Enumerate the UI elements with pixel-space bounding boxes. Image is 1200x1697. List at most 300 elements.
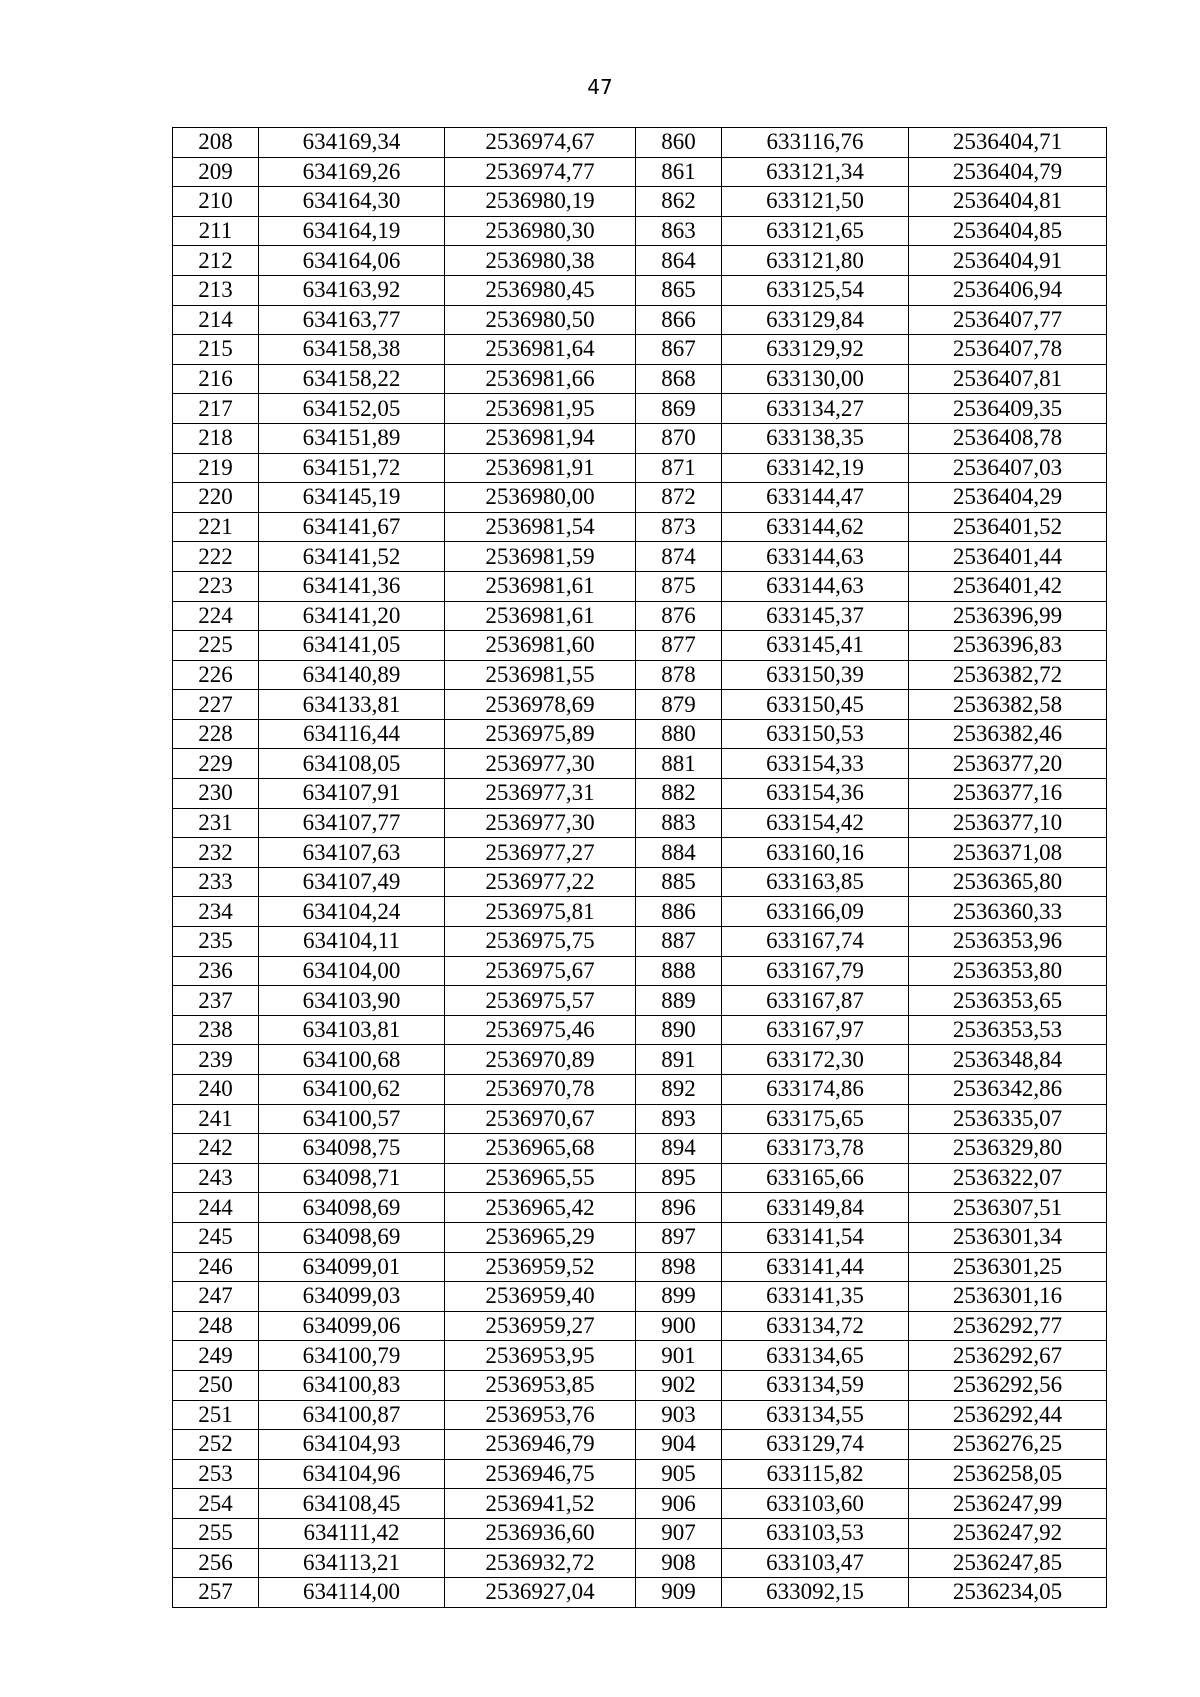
y-coordinate-right-cell: 2536348,84 xyxy=(909,1045,1107,1075)
point-number-left-cell: 248 xyxy=(173,1311,259,1341)
table-row xyxy=(173,1548,1107,1578)
point-number-left-cell: 233 xyxy=(173,867,259,897)
x-coordinate-left-cell: 634151,89 xyxy=(259,423,445,453)
table-row xyxy=(173,1518,1107,1548)
x-coordinate-left-cell: 634108,45 xyxy=(259,1489,445,1519)
point-number-right-cell: 876 xyxy=(636,601,722,631)
table-row xyxy=(173,1222,1107,1252)
table-row xyxy=(173,956,1107,986)
table-row xyxy=(173,246,1107,276)
y-coordinate-right-cell: 2536409,35 xyxy=(909,394,1107,424)
point-number-right-cell: 898 xyxy=(636,1252,722,1282)
point-number-right-cell: 875 xyxy=(636,571,722,601)
point-number-right-cell: 905 xyxy=(636,1459,722,1489)
y-coordinate-left-cell: 2536981,91 xyxy=(445,453,636,483)
point-number-left-cell: 217 xyxy=(173,394,259,424)
x-coordinate-right-cell: 633160,16 xyxy=(722,838,909,868)
y-coordinate-right-cell: 2536322,07 xyxy=(909,1163,1107,1193)
x-coordinate-left-cell: 634099,01 xyxy=(259,1252,445,1282)
point-number-left-cell: 226 xyxy=(173,660,259,690)
table-row xyxy=(173,1489,1107,1519)
x-coordinate-left-cell: 634152,05 xyxy=(259,394,445,424)
y-coordinate-right-cell: 2536360,33 xyxy=(909,897,1107,927)
point-number-left-cell: 215 xyxy=(173,335,259,365)
y-coordinate-left-cell: 2536953,85 xyxy=(445,1370,636,1400)
x-coordinate-right-cell: 633134,55 xyxy=(722,1400,909,1430)
x-coordinate-right-cell: 633129,84 xyxy=(722,305,909,335)
y-coordinate-right-cell: 2536377,20 xyxy=(909,749,1107,779)
x-coordinate-left-cell: 634113,21 xyxy=(259,1548,445,1578)
table-row xyxy=(173,571,1107,601)
point-number-right-cell: 897 xyxy=(636,1222,722,1252)
point-number-right-cell: 881 xyxy=(636,749,722,779)
y-coordinate-right-cell: 2536377,16 xyxy=(909,779,1107,809)
point-number-right-cell: 890 xyxy=(636,1015,722,1045)
table-row xyxy=(173,275,1107,305)
x-coordinate-left-cell: 634098,71 xyxy=(259,1163,445,1193)
x-coordinate-left-cell: 634164,19 xyxy=(259,216,445,246)
coordinates-table xyxy=(172,127,1107,1608)
y-coordinate-left-cell: 2536980,19 xyxy=(445,187,636,217)
point-number-left-cell: 253 xyxy=(173,1459,259,1489)
point-number-left-cell: 247 xyxy=(173,1282,259,1312)
table-row xyxy=(173,1252,1107,1282)
y-coordinate-right-cell: 2536234,05 xyxy=(909,1578,1107,1608)
x-coordinate-left-cell: 634158,22 xyxy=(259,364,445,394)
point-number-right-cell: 870 xyxy=(636,423,722,453)
y-coordinate-left-cell: 2536977,22 xyxy=(445,867,636,897)
y-coordinate-left-cell: 2536981,95 xyxy=(445,394,636,424)
point-number-left-cell: 242 xyxy=(173,1134,259,1164)
y-coordinate-right-cell: 2536342,86 xyxy=(909,1075,1107,1105)
y-coordinate-left-cell: 2536936,60 xyxy=(445,1518,636,1548)
point-number-right-cell: 902 xyxy=(636,1370,722,1400)
x-coordinate-left-cell: 634141,52 xyxy=(259,542,445,572)
y-coordinate-right-cell: 2536292,44 xyxy=(909,1400,1107,1430)
x-coordinate-right-cell: 633134,65 xyxy=(722,1341,909,1371)
x-coordinate-right-cell: 633129,92 xyxy=(722,335,909,365)
x-coordinate-right-cell: 633165,66 xyxy=(722,1163,909,1193)
point-number-right-cell: 884 xyxy=(636,838,722,868)
x-coordinate-right-cell: 633141,54 xyxy=(722,1222,909,1252)
x-coordinate-right-cell: 633154,33 xyxy=(722,749,909,779)
y-coordinate-left-cell: 2536981,54 xyxy=(445,512,636,542)
point-number-right-cell: 899 xyxy=(636,1282,722,1312)
x-coordinate-right-cell: 633121,34 xyxy=(722,157,909,187)
x-coordinate-right-cell: 633121,65 xyxy=(722,216,909,246)
x-coordinate-left-cell: 634116,44 xyxy=(259,719,445,749)
table-row xyxy=(173,512,1107,542)
y-coordinate-left-cell: 2536981,59 xyxy=(445,542,636,572)
point-number-left-cell: 227 xyxy=(173,690,259,720)
y-coordinate-right-cell: 2536404,29 xyxy=(909,483,1107,513)
point-number-right-cell: 903 xyxy=(636,1400,722,1430)
point-number-left-cell: 245 xyxy=(173,1222,259,1252)
table-row xyxy=(173,690,1107,720)
x-coordinate-left-cell: 634104,24 xyxy=(259,897,445,927)
x-coordinate-right-cell: 633125,54 xyxy=(722,275,909,305)
table-row xyxy=(173,1578,1107,1608)
y-coordinate-right-cell: 2536382,72 xyxy=(909,660,1107,690)
y-coordinate-left-cell: 2536970,89 xyxy=(445,1045,636,1075)
y-coordinate-right-cell: 2536382,58 xyxy=(909,690,1107,720)
point-number-left-cell: 220 xyxy=(173,483,259,513)
y-coordinate-right-cell: 2536404,91 xyxy=(909,246,1107,276)
y-coordinate-right-cell: 2536301,34 xyxy=(909,1222,1107,1252)
table-row xyxy=(173,1075,1107,1105)
point-number-left-cell: 219 xyxy=(173,453,259,483)
y-coordinate-left-cell: 2536946,79 xyxy=(445,1430,636,1460)
point-number-right-cell: 868 xyxy=(636,364,722,394)
table-row xyxy=(173,779,1107,809)
point-number-right-cell: 863 xyxy=(636,216,722,246)
point-number-left-cell: 236 xyxy=(173,956,259,986)
y-coordinate-left-cell: 2536975,81 xyxy=(445,897,636,927)
x-coordinate-left-cell: 634104,96 xyxy=(259,1459,445,1489)
y-coordinate-left-cell: 2536975,89 xyxy=(445,719,636,749)
point-number-left-cell: 237 xyxy=(173,986,259,1016)
x-coordinate-left-cell: 634111,42 xyxy=(259,1518,445,1548)
table-row xyxy=(173,631,1107,661)
y-coordinate-right-cell: 2536292,56 xyxy=(909,1370,1107,1400)
table-row xyxy=(173,927,1107,957)
y-coordinate-right-cell: 2536247,85 xyxy=(909,1548,1107,1578)
point-number-right-cell: 894 xyxy=(636,1134,722,1164)
x-coordinate-right-cell: 633144,62 xyxy=(722,512,909,542)
y-coordinate-left-cell: 2536980,50 xyxy=(445,305,636,335)
x-coordinate-right-cell: 633174,86 xyxy=(722,1075,909,1105)
table-row xyxy=(173,1163,1107,1193)
coordinates-table-body xyxy=(173,128,1107,1608)
y-coordinate-right-cell: 2536353,65 xyxy=(909,986,1107,1016)
y-coordinate-left-cell: 2536981,55 xyxy=(445,660,636,690)
point-number-left-cell: 255 xyxy=(173,1518,259,1548)
point-number-left-cell: 254 xyxy=(173,1489,259,1519)
x-coordinate-left-cell: 634100,87 xyxy=(259,1400,445,1430)
y-coordinate-right-cell: 2536407,78 xyxy=(909,335,1107,365)
y-coordinate-left-cell: 2536965,29 xyxy=(445,1222,636,1252)
point-number-left-cell: 241 xyxy=(173,1104,259,1134)
x-coordinate-right-cell: 633121,80 xyxy=(722,246,909,276)
y-coordinate-right-cell: 2536407,77 xyxy=(909,305,1107,335)
point-number-right-cell: 893 xyxy=(636,1104,722,1134)
point-number-left-cell: 250 xyxy=(173,1370,259,1400)
point-number-right-cell: 872 xyxy=(636,483,722,513)
y-coordinate-right-cell: 2536404,85 xyxy=(909,216,1107,246)
x-coordinate-right-cell: 633134,27 xyxy=(722,394,909,424)
table-row xyxy=(173,1370,1107,1400)
y-coordinate-right-cell: 2536406,94 xyxy=(909,275,1107,305)
point-number-left-cell: 251 xyxy=(173,1400,259,1430)
y-coordinate-left-cell: 2536932,72 xyxy=(445,1548,636,1578)
x-coordinate-right-cell: 633144,63 xyxy=(722,542,909,572)
point-number-left-cell: 240 xyxy=(173,1075,259,1105)
x-coordinate-right-cell: 633115,82 xyxy=(722,1459,909,1489)
y-coordinate-right-cell: 2536396,99 xyxy=(909,601,1107,631)
table-row xyxy=(173,1134,1107,1164)
x-coordinate-left-cell: 634164,30 xyxy=(259,187,445,217)
x-coordinate-left-cell: 634104,93 xyxy=(259,1430,445,1460)
table-row xyxy=(173,1104,1107,1134)
table-row xyxy=(173,128,1107,158)
y-coordinate-left-cell: 2536975,67 xyxy=(445,956,636,986)
y-coordinate-left-cell: 2536953,95 xyxy=(445,1341,636,1371)
y-coordinate-left-cell: 2536974,67 xyxy=(445,128,636,158)
point-number-right-cell: 866 xyxy=(636,305,722,335)
x-coordinate-right-cell: 633150,53 xyxy=(722,719,909,749)
y-coordinate-right-cell: 2536407,81 xyxy=(909,364,1107,394)
x-coordinate-left-cell: 634114,00 xyxy=(259,1578,445,1608)
table-row xyxy=(173,1311,1107,1341)
y-coordinate-left-cell: 2536953,76 xyxy=(445,1400,636,1430)
point-number-left-cell: 209 xyxy=(173,157,259,187)
y-coordinate-right-cell: 2536401,44 xyxy=(909,542,1107,572)
y-coordinate-left-cell: 2536981,94 xyxy=(445,423,636,453)
table-row xyxy=(173,1459,1107,1489)
point-number-right-cell: 885 xyxy=(636,867,722,897)
x-coordinate-right-cell: 633154,36 xyxy=(722,779,909,809)
x-coordinate-left-cell: 634104,11 xyxy=(259,927,445,957)
point-number-right-cell: 883 xyxy=(636,808,722,838)
point-number-left-cell: 257 xyxy=(173,1578,259,1608)
point-number-left-cell: 212 xyxy=(173,246,259,276)
point-number-left-cell: 246 xyxy=(173,1252,259,1282)
y-coordinate-left-cell: 2536980,45 xyxy=(445,275,636,305)
x-coordinate-right-cell: 633092,15 xyxy=(722,1578,909,1608)
y-coordinate-right-cell: 2536401,42 xyxy=(909,571,1107,601)
y-coordinate-right-cell: 2536329,80 xyxy=(909,1134,1107,1164)
x-coordinate-left-cell: 634100,79 xyxy=(259,1341,445,1371)
point-number-left-cell: 213 xyxy=(173,275,259,305)
x-coordinate-right-cell: 633154,42 xyxy=(722,808,909,838)
x-coordinate-left-cell: 634100,68 xyxy=(259,1045,445,1075)
y-coordinate-left-cell: 2536977,27 xyxy=(445,838,636,868)
y-coordinate-left-cell: 2536978,69 xyxy=(445,690,636,720)
point-number-right-cell: 887 xyxy=(636,927,722,957)
y-coordinate-right-cell: 2536307,51 xyxy=(909,1193,1107,1223)
point-number-left-cell: 218 xyxy=(173,423,259,453)
point-number-right-cell: 886 xyxy=(636,897,722,927)
x-coordinate-right-cell: 633144,63 xyxy=(722,571,909,601)
table-row xyxy=(173,897,1107,927)
x-coordinate-left-cell: 634141,20 xyxy=(259,601,445,631)
table-row xyxy=(173,1430,1107,1460)
y-coordinate-right-cell: 2536353,53 xyxy=(909,1015,1107,1045)
point-number-left-cell: 228 xyxy=(173,719,259,749)
point-number-right-cell: 892 xyxy=(636,1075,722,1105)
y-coordinate-right-cell: 2536407,03 xyxy=(909,453,1107,483)
point-number-right-cell: 871 xyxy=(636,453,722,483)
x-coordinate-left-cell: 634141,36 xyxy=(259,571,445,601)
table-row xyxy=(173,335,1107,365)
x-coordinate-left-cell: 634098,69 xyxy=(259,1193,445,1223)
point-number-left-cell: 231 xyxy=(173,808,259,838)
y-coordinate-right-cell: 2536408,78 xyxy=(909,423,1107,453)
x-coordinate-left-cell: 634107,63 xyxy=(259,838,445,868)
y-coordinate-right-cell: 2536292,77 xyxy=(909,1311,1107,1341)
x-coordinate-right-cell: 633141,35 xyxy=(722,1282,909,1312)
table-row xyxy=(173,1015,1107,1045)
point-number-right-cell: 882 xyxy=(636,779,722,809)
table-row xyxy=(173,719,1107,749)
point-number-right-cell: 909 xyxy=(636,1578,722,1608)
point-number-left-cell: 210 xyxy=(173,187,259,217)
x-coordinate-left-cell: 634100,57 xyxy=(259,1104,445,1134)
table-row xyxy=(173,1045,1107,1075)
point-number-left-cell: 244 xyxy=(173,1193,259,1223)
x-coordinate-right-cell: 633167,79 xyxy=(722,956,909,986)
point-number-right-cell: 867 xyxy=(636,335,722,365)
x-coordinate-right-cell: 633150,39 xyxy=(722,660,909,690)
y-coordinate-left-cell: 2536981,66 xyxy=(445,364,636,394)
point-number-right-cell: 889 xyxy=(636,986,722,1016)
point-number-right-cell: 880 xyxy=(636,719,722,749)
y-coordinate-left-cell: 2536970,78 xyxy=(445,1075,636,1105)
point-number-right-cell: 860 xyxy=(636,128,722,158)
x-coordinate-right-cell: 633121,50 xyxy=(722,187,909,217)
x-coordinate-right-cell: 633173,78 xyxy=(722,1134,909,1164)
x-coordinate-left-cell: 634169,26 xyxy=(259,157,445,187)
x-coordinate-right-cell: 633144,47 xyxy=(722,483,909,513)
y-coordinate-left-cell: 2536977,31 xyxy=(445,779,636,809)
x-coordinate-left-cell: 634103,81 xyxy=(259,1015,445,1045)
y-coordinate-right-cell: 2536301,25 xyxy=(909,1252,1107,1282)
y-coordinate-right-cell: 2536247,99 xyxy=(909,1489,1107,1519)
point-number-right-cell: 900 xyxy=(636,1311,722,1341)
table-row xyxy=(173,1400,1107,1430)
y-coordinate-right-cell: 2536365,80 xyxy=(909,867,1107,897)
point-number-right-cell: 904 xyxy=(636,1430,722,1460)
x-coordinate-right-cell: 633142,19 xyxy=(722,453,909,483)
y-coordinate-left-cell: 2536981,61 xyxy=(445,601,636,631)
point-number-left-cell: 222 xyxy=(173,542,259,572)
x-coordinate-left-cell: 634103,90 xyxy=(259,986,445,1016)
point-number-right-cell: 901 xyxy=(636,1341,722,1371)
y-coordinate-left-cell: 2536946,75 xyxy=(445,1459,636,1489)
y-coordinate-right-cell: 2536292,67 xyxy=(909,1341,1107,1371)
x-coordinate-left-cell: 634100,83 xyxy=(259,1370,445,1400)
x-coordinate-left-cell: 634163,77 xyxy=(259,305,445,335)
table-row xyxy=(173,749,1107,779)
point-number-left-cell: 214 xyxy=(173,305,259,335)
y-coordinate-left-cell: 2536959,40 xyxy=(445,1282,636,1312)
point-number-left-cell: 234 xyxy=(173,897,259,927)
x-coordinate-right-cell: 633150,45 xyxy=(722,690,909,720)
y-coordinate-left-cell: 2536974,77 xyxy=(445,157,636,187)
x-coordinate-left-cell: 634098,69 xyxy=(259,1222,445,1252)
y-coordinate-left-cell: 2536975,57 xyxy=(445,986,636,1016)
point-number-left-cell: 256 xyxy=(173,1548,259,1578)
x-coordinate-right-cell: 633130,00 xyxy=(722,364,909,394)
y-coordinate-left-cell: 2536965,42 xyxy=(445,1193,636,1223)
x-coordinate-right-cell: 633103,53 xyxy=(722,1518,909,1548)
point-number-left-cell: 238 xyxy=(173,1015,259,1045)
y-coordinate-left-cell: 2536965,68 xyxy=(445,1134,636,1164)
point-number-left-cell: 216 xyxy=(173,364,259,394)
x-coordinate-left-cell: 634151,72 xyxy=(259,453,445,483)
y-coordinate-left-cell: 2536977,30 xyxy=(445,808,636,838)
table-row xyxy=(173,660,1107,690)
x-coordinate-right-cell: 633103,60 xyxy=(722,1489,909,1519)
table-row xyxy=(173,483,1107,513)
table-row xyxy=(173,838,1107,868)
x-coordinate-left-cell: 634141,67 xyxy=(259,512,445,542)
table-row xyxy=(173,1282,1107,1312)
x-coordinate-left-cell: 634133,81 xyxy=(259,690,445,720)
table-row xyxy=(173,601,1107,631)
table-row xyxy=(173,542,1107,572)
y-coordinate-left-cell: 2536981,64 xyxy=(445,335,636,365)
table-row xyxy=(173,423,1107,453)
table-row xyxy=(173,453,1107,483)
y-coordinate-right-cell: 2536396,83 xyxy=(909,631,1107,661)
y-coordinate-right-cell: 2536404,81 xyxy=(909,187,1107,217)
x-coordinate-right-cell: 633167,87 xyxy=(722,986,909,1016)
point-number-right-cell: 906 xyxy=(636,1489,722,1519)
y-coordinate-right-cell: 2536335,07 xyxy=(909,1104,1107,1134)
x-coordinate-left-cell: 634164,06 xyxy=(259,246,445,276)
point-number-left-cell: 232 xyxy=(173,838,259,868)
x-coordinate-left-cell: 634107,91 xyxy=(259,779,445,809)
point-number-right-cell: 896 xyxy=(636,1193,722,1223)
table-row xyxy=(173,808,1107,838)
y-coordinate-left-cell: 2536981,60 xyxy=(445,631,636,661)
point-number-right-cell: 907 xyxy=(636,1518,722,1548)
y-coordinate-left-cell: 2536980,38 xyxy=(445,246,636,276)
point-number-left-cell: 235 xyxy=(173,927,259,957)
x-coordinate-right-cell: 633167,74 xyxy=(722,927,909,957)
x-coordinate-left-cell: 634108,05 xyxy=(259,749,445,779)
table-row xyxy=(173,216,1107,246)
x-coordinate-left-cell: 634099,03 xyxy=(259,1282,445,1312)
x-coordinate-left-cell: 634100,62 xyxy=(259,1075,445,1105)
table-row xyxy=(173,1193,1107,1223)
point-number-left-cell: 224 xyxy=(173,601,259,631)
x-coordinate-left-cell: 634158,38 xyxy=(259,335,445,365)
table-row xyxy=(173,986,1107,1016)
y-coordinate-left-cell: 2536975,75 xyxy=(445,927,636,957)
table-row xyxy=(173,157,1107,187)
point-number-right-cell: 873 xyxy=(636,512,722,542)
point-number-right-cell: 861 xyxy=(636,157,722,187)
point-number-left-cell: 249 xyxy=(173,1341,259,1371)
x-coordinate-left-cell: 634098,75 xyxy=(259,1134,445,1164)
table-row xyxy=(173,305,1107,335)
page-number: 47 xyxy=(587,75,613,99)
x-coordinate-right-cell: 633116,76 xyxy=(722,128,909,158)
point-number-left-cell: 208 xyxy=(173,128,259,158)
y-coordinate-right-cell: 2536301,16 xyxy=(909,1282,1107,1312)
point-number-right-cell: 888 xyxy=(636,956,722,986)
point-number-left-cell: 239 xyxy=(173,1045,259,1075)
point-number-right-cell: 864 xyxy=(636,246,722,276)
point-number-left-cell: 223 xyxy=(173,571,259,601)
x-coordinate-right-cell: 633141,44 xyxy=(722,1252,909,1282)
y-coordinate-left-cell: 2536970,67 xyxy=(445,1104,636,1134)
x-coordinate-left-cell: 634104,00 xyxy=(259,956,445,986)
y-coordinate-left-cell: 2536980,30 xyxy=(445,216,636,246)
point-number-right-cell: 879 xyxy=(636,690,722,720)
point-number-right-cell: 862 xyxy=(636,187,722,217)
point-number-left-cell: 243 xyxy=(173,1163,259,1193)
table-row xyxy=(173,867,1107,897)
y-coordinate-left-cell: 2536959,27 xyxy=(445,1311,636,1341)
x-coordinate-right-cell: 633175,65 xyxy=(722,1104,909,1134)
x-coordinate-right-cell: 633145,37 xyxy=(722,601,909,631)
y-coordinate-right-cell: 2536371,08 xyxy=(909,838,1107,868)
y-coordinate-right-cell: 2536353,80 xyxy=(909,956,1107,986)
y-coordinate-left-cell: 2536977,30 xyxy=(445,749,636,779)
